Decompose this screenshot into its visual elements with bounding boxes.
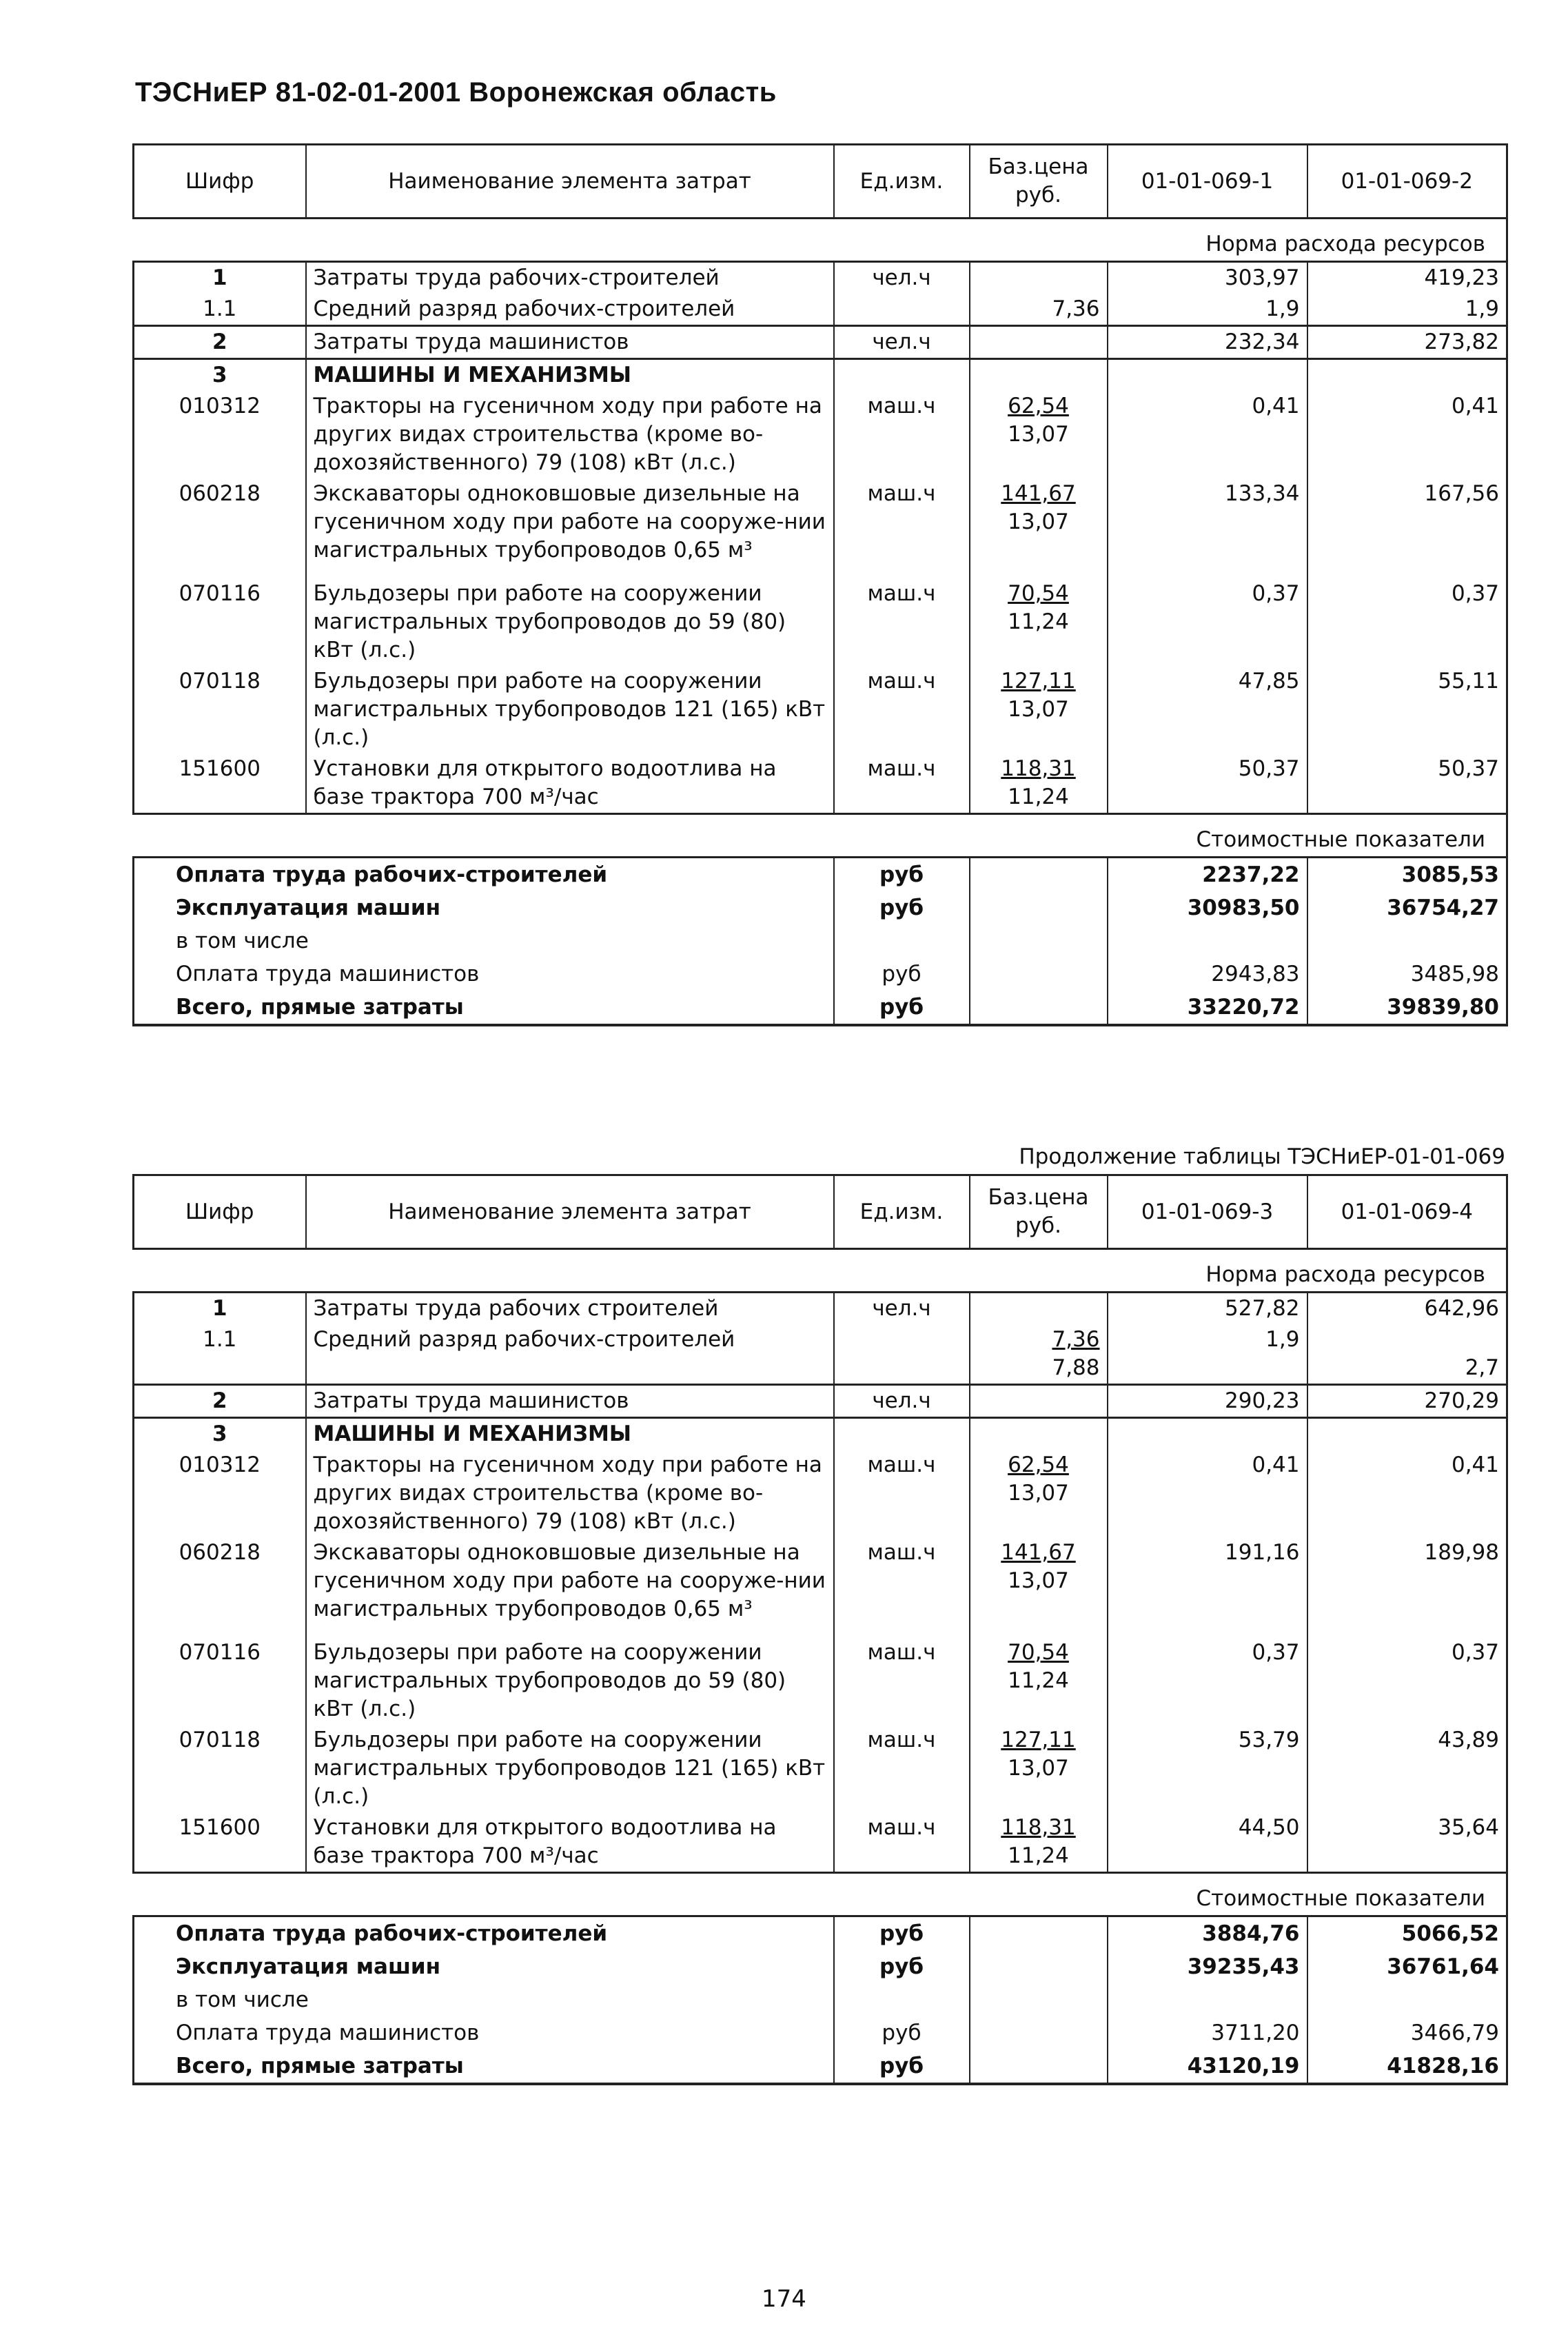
value-b: 273,82 — [1307, 326, 1507, 359]
value-b: 55,11 — [1307, 666, 1507, 753]
resource-table-1 — [132, 143, 1508, 1026]
row-code: 1.1 — [134, 294, 306, 326]
row-name: Бульдозеры при работе на сооружении магистральных трубопроводов до 59 (80) кВт (л.с.) — [306, 578, 834, 666]
value-a: 303,97 — [1108, 262, 1307, 294]
value-b: 189,98 — [1307, 1537, 1507, 1637]
base-price-cell — [970, 991, 1108, 1025]
row-name: Средний разряд рабочих-строителей — [306, 1324, 834, 1385]
row-labor — [134, 262, 1507, 294]
row-code: 1 — [134, 262, 306, 294]
section-norms: Норма расхода ресурсов — [134, 219, 1507, 262]
machine-row — [134, 1450, 1507, 1537]
row-name: Бульдозеры при работе на сооружении магистральных трубопроводов 121 (165) кВт (л.с.) — [306, 666, 834, 753]
total-value-a — [1108, 1983, 1307, 2016]
row-code: 070118 — [134, 666, 306, 753]
base-price-wage: 13,07 — [1008, 422, 1069, 447]
row-name: Тракторы на гусеничном ходу при работе на других видах строительства (кроме во-дохозяйственного) 79 (108) кВт (л.с.) — [306, 1450, 834, 1537]
row-unit: маш.ч — [834, 578, 970, 666]
total-value-a — [1108, 924, 1307, 958]
header-code: Шифр — [134, 145, 306, 219]
total-row — [134, 858, 1507, 892]
machines-heading: МАШИНЫ И МЕХАНИЗМЫ — [306, 359, 834, 392]
value-b: 35,64 — [1307, 1812, 1507, 1873]
table-body — [134, 1175, 1507, 2085]
base-price-wage: 13,07 — [1008, 1756, 1069, 1781]
base-price-wage: 13,07 — [1008, 1481, 1069, 1506]
base-price: 62,54 — [1008, 394, 1069, 418]
base-price-cell — [970, 858, 1108, 892]
total-row — [134, 1983, 1507, 2016]
row-code: 2 — [134, 1385, 306, 1418]
header-col-b: 01-01-069-2 — [1307, 145, 1507, 219]
base-price-wage: 13,07 — [1008, 1568, 1069, 1593]
value-b — [1307, 359, 1507, 392]
total-unit: руб — [834, 2016, 970, 2049]
value-a: 290,23 — [1108, 1385, 1307, 1418]
base-price-wage: 13,07 — [1008, 697, 1069, 722]
total-unit: руб — [834, 991, 970, 1025]
machine-row — [134, 1637, 1507, 1725]
value-a: 50,37 — [1108, 753, 1307, 814]
machines-heading: МАШИНЫ И МЕХАНИЗМЫ — [306, 1418, 834, 1450]
base-price-cell — [970, 1983, 1108, 2016]
row-unit: маш.ч — [834, 666, 970, 753]
base-price-cell — [970, 924, 1108, 958]
total-value-b: 5066,52 — [1307, 1916, 1507, 1951]
row-unit: маш.ч — [834, 1725, 970, 1812]
total-unit: руб — [834, 891, 970, 924]
base-price-cell — [970, 1637, 1108, 1725]
row-machinists — [134, 326, 1507, 359]
row-name: Затраты труда рабочих строителей — [306, 1293, 834, 1325]
base-price-cell — [970, 262, 1108, 294]
total-value-b — [1307, 1983, 1507, 2016]
row-unit — [834, 1324, 970, 1385]
total-value-b: 3466,79 — [1307, 2016, 1507, 2049]
row-machines-heading — [134, 359, 1507, 392]
row-name: Тракторы на гусеничном ходу при работе на других видах строительства (кроме во-дохозяйственного) 79 (108) кВт (л.с.) — [306, 391, 834, 478]
base-price: 141,67 — [1001, 1540, 1076, 1565]
machine-row — [134, 1812, 1507, 1873]
base-price: 141,67 — [1001, 481, 1076, 506]
value-b: 0,37 — [1307, 1637, 1507, 1725]
total-value-b: 36754,27 — [1307, 891, 1507, 924]
row-name: Экскаваторы одноковшовые дизельные на гусеничном ходу при работе на сооруже-нии магистральных трубопроводов 0,65 м³ — [306, 1537, 834, 1637]
header-unit: Ед.изм. — [834, 1175, 970, 1249]
value-b: 642,96 — [1307, 1293, 1507, 1325]
header-base-price: Баз.цена руб. — [970, 1175, 1108, 1249]
total-row — [134, 2016, 1507, 2049]
section-costs: Стоимостные показатели — [134, 1873, 1507, 1916]
total-value-a: 43120,19 — [1108, 2049, 1307, 2084]
row-unit: чел.ч — [834, 1293, 970, 1325]
base-price: 7,36 — [1052, 1327, 1100, 1352]
base-price-wage: 11,24 — [1008, 784, 1069, 809]
header-col-a: 01-01-069-1 — [1108, 145, 1307, 219]
row-code: 1.1 — [134, 1324, 306, 1385]
base-price-cell — [970, 294, 1108, 326]
total-row — [134, 924, 1507, 958]
header-name: Наименование элемента затрат — [306, 1175, 834, 1249]
total-label: Оплата труда рабочих-строителей — [134, 1916, 834, 1951]
section-norms: Норма расхода ресурсов — [134, 1249, 1507, 1293]
page-number: 174 — [762, 2285, 806, 2313]
total-unit — [834, 924, 970, 958]
value-a: 1,9 — [1108, 1324, 1307, 1385]
base-price-cell — [970, 2016, 1108, 2049]
value-a — [1108, 359, 1307, 392]
header-unit: Ед.изм. — [834, 145, 970, 219]
row-code: 010312 — [134, 391, 306, 478]
value-b: 419,23 — [1307, 262, 1507, 294]
row-machines-heading — [134, 1418, 1507, 1450]
row-code: 070116 — [134, 578, 306, 666]
section-costs-row — [134, 1873, 1507, 1916]
row-code: 2 — [134, 326, 306, 359]
value-b: 50,37 — [1307, 753, 1507, 814]
value-a: 1,9 — [1108, 294, 1307, 326]
row-unit: маш.ч — [834, 478, 970, 578]
value-b: 0,41 — [1307, 391, 1507, 478]
total-label: Оплата труда машинистов — [134, 2016, 834, 2049]
row-code: 151600 — [134, 1812, 306, 1873]
total-value-a: 3884,76 — [1108, 1916, 1307, 1951]
document-title: ТЭСНиЕР 81-02-01-2001 Воронежская область — [135, 77, 777, 108]
value-b: 1,9 — [1307, 294, 1507, 326]
row-unit: маш.ч — [834, 391, 970, 478]
value-a: 53,79 — [1108, 1725, 1307, 1812]
value-a: 0,41 — [1108, 1450, 1307, 1537]
section-costs: Стоимостные показатели — [134, 814, 1507, 858]
value-a: 0,41 — [1108, 391, 1307, 478]
row-code: 010312 — [134, 1450, 306, 1537]
base-price-cell — [970, 326, 1108, 359]
value-a: 47,85 — [1108, 666, 1307, 753]
base-price-cell — [970, 1450, 1108, 1537]
base-price-cell — [970, 1725, 1108, 1812]
value-b: 270,29 — [1307, 1385, 1507, 1418]
base-price-cell — [970, 359, 1108, 392]
header-name: Наименование элемента затрат — [306, 145, 834, 219]
row-code: 060218 — [134, 1537, 306, 1637]
base-price-cell — [970, 1293, 1108, 1325]
base-price: 118,31 — [1001, 756, 1076, 781]
total-row — [134, 2049, 1507, 2084]
value-b: 0,37 — [1307, 578, 1507, 666]
row-unit — [834, 294, 970, 326]
base-price: 127,11 — [1001, 1728, 1076, 1752]
total-label: Оплата труда машинистов — [134, 958, 834, 991]
value-b: 2,7 — [1307, 1324, 1507, 1385]
header-col-b: 01-01-069-4 — [1307, 1175, 1507, 1249]
value-a: 191,16 — [1108, 1537, 1307, 1637]
base-price: 127,11 — [1001, 669, 1076, 693]
total-unit: руб — [834, 1916, 970, 1951]
section-norms-row — [134, 219, 1507, 262]
base-price-cell — [970, 891, 1108, 924]
base-price: 7,36 — [1052, 296, 1100, 321]
row-unit: маш.ч — [834, 1812, 970, 1873]
row-name: Затраты труда машинистов — [306, 326, 834, 359]
row-name: Бульдозеры при работе на сооружении магистральных трубопроводов до 59 (80) кВт (л.с.) — [306, 1637, 834, 1725]
base-price-cell — [970, 1418, 1108, 1450]
value-a — [1108, 1418, 1307, 1450]
row-unit: чел.ч — [834, 262, 970, 294]
row-name: Средний разряд рабочих-строителей — [306, 294, 834, 326]
row-code: 151600 — [134, 753, 306, 814]
total-value-b: 36761,64 — [1307, 1950, 1507, 1983]
total-row — [134, 991, 1507, 1025]
base-price-wage: 11,24 — [1008, 609, 1069, 634]
machine-row — [134, 578, 1507, 666]
row-name: Бульдозеры при работе на сооружении магистральных трубопроводов 121 (165) кВт (л.с.) — [306, 1725, 834, 1812]
row-machinists — [134, 1385, 1507, 1418]
row-name: Затраты труда рабочих-строителей — [306, 262, 834, 294]
base-price-cell — [970, 2049, 1108, 2084]
machine-row — [134, 1537, 1507, 1637]
row-unit — [834, 1418, 970, 1450]
resource-table-2 — [132, 1174, 1508, 2085]
base-price-cell — [970, 478, 1108, 578]
base-price-wage: 11,24 — [1008, 1843, 1069, 1868]
row-name: Установки для открытого водоотлива на базе трактора 700 м³/час — [306, 753, 834, 814]
value-b: 0,41 — [1307, 1450, 1507, 1537]
base-price-cell — [970, 958, 1108, 991]
header-code: Шифр — [134, 1175, 306, 1249]
total-unit: руб — [834, 2049, 970, 2084]
total-unit: руб — [834, 858, 970, 892]
section-costs-row — [134, 814, 1507, 858]
machine-row — [134, 753, 1507, 814]
base-price: 70,54 — [1008, 581, 1069, 606]
total-row — [134, 1950, 1507, 1983]
total-value-b: 3085,53 — [1307, 858, 1507, 892]
header-col-a: 01-01-069-3 — [1108, 1175, 1307, 1249]
header-base-price: Баз.цена руб. — [970, 145, 1108, 219]
value-a: 133,34 — [1108, 478, 1307, 578]
value-a: 232,34 — [1108, 326, 1307, 359]
base-price: 118,31 — [1001, 1815, 1076, 1840]
row-code: 070118 — [134, 1725, 306, 1812]
machine-row — [134, 478, 1507, 578]
row-code: 3 — [134, 359, 306, 392]
value-a: 0,37 — [1108, 1637, 1307, 1725]
machine-row — [134, 391, 1507, 478]
value-b: 43,89 — [1307, 1725, 1507, 1812]
base-price-cell — [970, 1916, 1108, 1951]
base-price-cell — [970, 578, 1108, 666]
total-value-b: 3485,98 — [1307, 958, 1507, 991]
total-label: Оплата труда рабочих-строителей — [134, 858, 834, 892]
row-code: 1 — [134, 1293, 306, 1325]
total-label: Всего, прямые затраты — [134, 991, 834, 1025]
total-label: Эксплуатация машин — [134, 891, 834, 924]
total-value-b — [1307, 924, 1507, 958]
base-price-cell — [970, 1385, 1108, 1418]
value-b — [1307, 1418, 1507, 1450]
table-body — [134, 145, 1507, 1026]
header-row — [134, 1175, 1507, 1249]
row-unit: маш.ч — [834, 753, 970, 814]
base-price-cell — [970, 1324, 1108, 1385]
row-name: Установки для открытого водоотлива на базе трактора 700 м³/час — [306, 1812, 834, 1873]
total-label: в том числе — [134, 924, 834, 958]
total-value-b: 41828,16 — [1307, 2049, 1507, 2084]
header-row — [134, 145, 1507, 219]
row-unit — [834, 359, 970, 392]
row-name: Экскаваторы одноковшовые дизельные на гусеничном ходу при работе на сооруже-нии магистральных трубопроводов 0,65 м³ — [306, 478, 834, 578]
total-unit — [834, 1983, 970, 2016]
value-a: 0,37 — [1108, 578, 1307, 666]
base-price-cell — [970, 1537, 1108, 1637]
base-price-wage: 13,07 — [1008, 509, 1069, 534]
total-value-a: 2943,83 — [1108, 958, 1307, 991]
base-price: 62,54 — [1008, 1452, 1069, 1477]
total-row — [134, 891, 1507, 924]
section-norms-row — [134, 1249, 1507, 1293]
row-unit: чел.ч — [834, 326, 970, 359]
total-unit: руб — [834, 958, 970, 991]
base-price-wage: 7,88 — [1052, 1355, 1100, 1380]
base-price-cell — [970, 391, 1108, 478]
base-price-cell — [970, 753, 1108, 814]
total-value-a: 39235,43 — [1108, 1950, 1307, 1983]
total-row — [134, 1916, 1507, 1951]
row-unit: маш.ч — [834, 1450, 970, 1537]
total-label: в том числе — [134, 1983, 834, 2016]
total-unit: руб — [834, 1950, 970, 1983]
total-value-a: 3711,20 — [1108, 2016, 1307, 2049]
row-code: 070116 — [134, 1637, 306, 1725]
base-price-cell — [970, 1812, 1108, 1873]
base-price-wage: 11,24 — [1008, 1668, 1069, 1693]
row-unit: маш.ч — [834, 1637, 970, 1725]
continuation-label: Продолжение таблицы ТЭСНиЕР-01-01-069 — [1019, 1144, 1505, 1169]
total-label: Эксплуатация машин — [134, 1950, 834, 1983]
base-price-cell — [970, 1950, 1108, 1983]
row-grade — [134, 1324, 1507, 1385]
machine-row — [134, 666, 1507, 753]
total-value-a: 30983,50 — [1108, 891, 1307, 924]
row-grade — [134, 294, 1507, 326]
total-row — [134, 958, 1507, 991]
row-code: 060218 — [134, 478, 306, 578]
total-value-a: 33220,72 — [1108, 991, 1307, 1025]
row-name: Затраты труда машинистов — [306, 1385, 834, 1418]
machine-row — [134, 1725, 1507, 1812]
base-price-cell — [970, 666, 1108, 753]
base-price: 70,54 — [1008, 1640, 1069, 1665]
total-label: Всего, прямые затраты — [134, 2049, 834, 2084]
value-a: 527,82 — [1108, 1293, 1307, 1325]
row-labor — [134, 1293, 1507, 1325]
row-code: 3 — [134, 1418, 306, 1450]
total-value-b: 39839,80 — [1307, 991, 1507, 1025]
value-b: 167,56 — [1307, 478, 1507, 578]
row-unit: чел.ч — [834, 1385, 970, 1418]
total-value-a: 2237,22 — [1108, 858, 1307, 892]
row-unit: маш.ч — [834, 1537, 970, 1637]
value-a: 44,50 — [1108, 1812, 1307, 1873]
